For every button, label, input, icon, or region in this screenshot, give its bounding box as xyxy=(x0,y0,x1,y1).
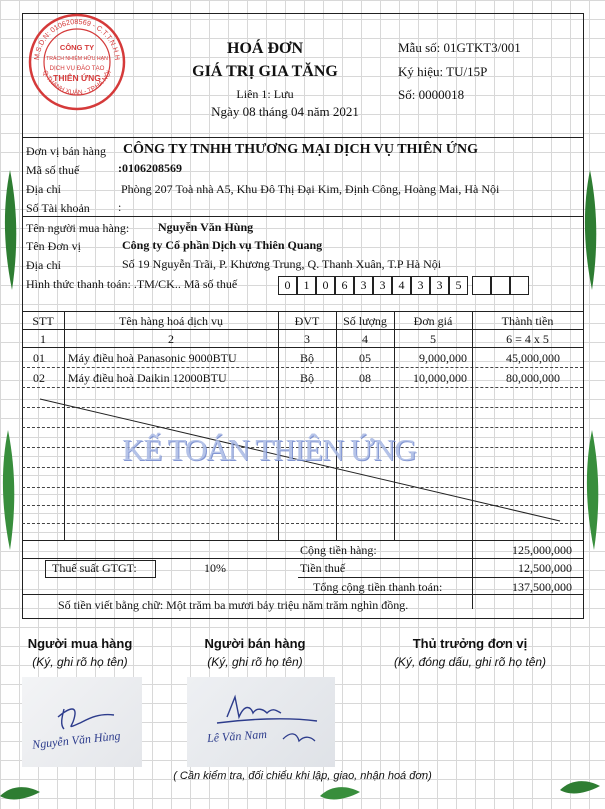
seller-account-label: Số Tài khoản xyxy=(26,201,90,215)
seller-name: CÔNG TY TNHH THƯƠNG MẠI DỊCH VỤ THIÊN ỨNG xyxy=(123,142,478,157)
row-qty: 05 xyxy=(359,351,371,365)
vat-amount-value: 12,500,000 xyxy=(518,561,572,575)
stamp-line3: DỊCH VỤ ĐÀO TẠO xyxy=(49,65,105,72)
seller-sign-title: Người bán hàng xyxy=(204,636,306,651)
subtotal-label: Cộng tiền hàng: xyxy=(300,543,377,557)
row-amount: 80,000,000 xyxy=(506,371,560,385)
stamp-line1: CÔNG TY xyxy=(59,43,95,52)
col-header-stt: STT xyxy=(32,314,54,328)
col-index: 1 xyxy=(40,332,46,346)
seller-address-label: Địa chỉ xyxy=(26,182,61,196)
invoice-number: Số: 0000018 xyxy=(398,87,465,102)
tax-digit: 5 xyxy=(449,276,468,295)
col-index: 5 xyxy=(430,332,436,346)
invoice-title: HOÁ ĐƠN xyxy=(227,40,303,57)
tax-digit: 3 xyxy=(430,276,449,295)
seller-sign-sub: (Ký, ghi rõ họ tên) xyxy=(207,655,303,669)
stamp-line2: TRÁCH NHIỆM HỮU HẠN xyxy=(46,56,108,62)
row-qty: 08 xyxy=(359,371,371,385)
col-header-qty: Số lượng xyxy=(343,314,387,328)
stamp-bottom-text: Q.THANH XUÂN - TP.HÀ NỘI xyxy=(40,69,114,97)
col-index: 6 = 4 x 5 xyxy=(506,332,549,346)
seller-address: Phòng 207 Toà nhà A5, Khu Đô Thị Đại Kim, Định Công, Hoàng Mai, Hà Nội xyxy=(121,182,500,196)
col-index: 2 xyxy=(168,332,174,346)
invoice-date: Ngày 08 tháng 04 năm 2021 xyxy=(211,104,359,119)
buyer-address: Số 19 Nguyễn Trãi, P. Khương Trung, Q. Thanh Xuân, T.P Hà Nội xyxy=(122,257,442,271)
tax-digit: 3 xyxy=(373,276,392,295)
col-header-name: Tên hàng hoá dịch vụ xyxy=(119,314,223,328)
footer-note: ( Cần kiểm tra, đối chiếu khi lập, giao, nhận hoá đơn) xyxy=(173,770,432,782)
seller-tax-label: Mã số thuế xyxy=(26,163,80,177)
row-item-name: Máy điều hoà Panasonic 9000BTU xyxy=(68,351,237,365)
invoice-copy: Liên 1: Lưu xyxy=(236,87,294,101)
amount-in-words: Số tiền viết bằng chữ: Một trăm ba mươi bảy triệu năm trăm nghìn đồng. xyxy=(58,598,409,612)
invoice-symbol: Ký hiệu: TU/15P xyxy=(398,64,488,79)
seller-account-sep: : xyxy=(118,200,122,214)
tax-digit: 3 xyxy=(411,276,430,295)
row-stt: 01 xyxy=(33,351,45,365)
head-sign-title: Thủ trưởng đơn vị xyxy=(412,636,528,651)
buyer-person-label: Tên người mua hàng: xyxy=(26,221,130,235)
tax-digit: 4 xyxy=(392,276,411,295)
row-item-name: Máy điều hoà Daikin 12000BTU xyxy=(68,371,227,385)
head-sign-sub: (Ký, đóng dấu, ghi rõ họ tên) xyxy=(393,655,547,669)
subtotal-value: 125,000,000 xyxy=(512,543,572,557)
seller-signature-name: Lê Văn Nam xyxy=(206,726,268,746)
row-unit: Bộ xyxy=(299,371,314,385)
tax-digit: 0 xyxy=(278,276,297,295)
row-stt: 02 xyxy=(33,371,45,385)
buyer-address-label: Địa chỉ xyxy=(26,258,61,272)
col-index: 4 xyxy=(362,332,368,346)
watermark-text: KẾ TOÁN THIÊN ỨNG xyxy=(122,432,416,467)
buyer-unit: Công ty Cổ phần Dịch vụ Thiên Quang xyxy=(122,238,323,252)
seller-name-label: Đơn vị bán hàng xyxy=(26,144,106,158)
vat-amount-label: Tiền thuế xyxy=(300,561,346,575)
vat-rate-value: 10% xyxy=(204,561,226,575)
row-price: 10,000,000 xyxy=(413,371,467,385)
buyer-signature-name: Nguyễn Văn Hùng xyxy=(31,728,122,752)
buyer-sign-sub: (Ký, ghi rõ họ tên) xyxy=(32,655,128,669)
col-header-unit: ĐVT xyxy=(294,314,320,328)
invoice-subtitle: GIÁ TRỊ GIA TĂNG xyxy=(192,63,338,80)
tax-digit: 0 xyxy=(316,276,335,295)
tax-digit: 1 xyxy=(297,276,316,295)
row-unit: Bộ xyxy=(299,351,314,365)
stamp-line4: THIÊN ỨNG xyxy=(53,73,101,83)
buyer-unit-label: Tên Đơn vị xyxy=(26,239,82,253)
buyer-sign-title: Người mua hàng xyxy=(27,636,133,651)
tax-digit: 6 xyxy=(335,276,354,295)
tax-digit: 3 xyxy=(354,276,373,295)
col-header-amount: Thành tiền xyxy=(501,314,554,328)
buyer-person: Nguyễn Văn Hùng xyxy=(158,220,254,234)
form-number: Mẫu số: 01GTKT3/001 xyxy=(398,40,521,55)
col-header-price: Đơn giá xyxy=(413,314,453,328)
row-price: 9,000,000 xyxy=(419,351,467,365)
row-amount: 45,000,000 xyxy=(506,351,560,365)
seller-tax: :0106208569 xyxy=(118,161,182,175)
col-index: 3 xyxy=(304,332,310,346)
grand-total-value: 137,500,000 xyxy=(512,580,572,594)
vat-rate-label: Thuế suất GTGT: xyxy=(52,561,137,575)
grand-total-label: Tổng cộng tiền thanh toán: xyxy=(313,580,443,594)
payment-method: Hình thức thanh toán: .TM/CK.. Mã số thuế xyxy=(26,277,238,291)
stamp-ring-text: M.S.D.N: 0106208569 - C.T.T.N.H.H xyxy=(31,16,123,61)
